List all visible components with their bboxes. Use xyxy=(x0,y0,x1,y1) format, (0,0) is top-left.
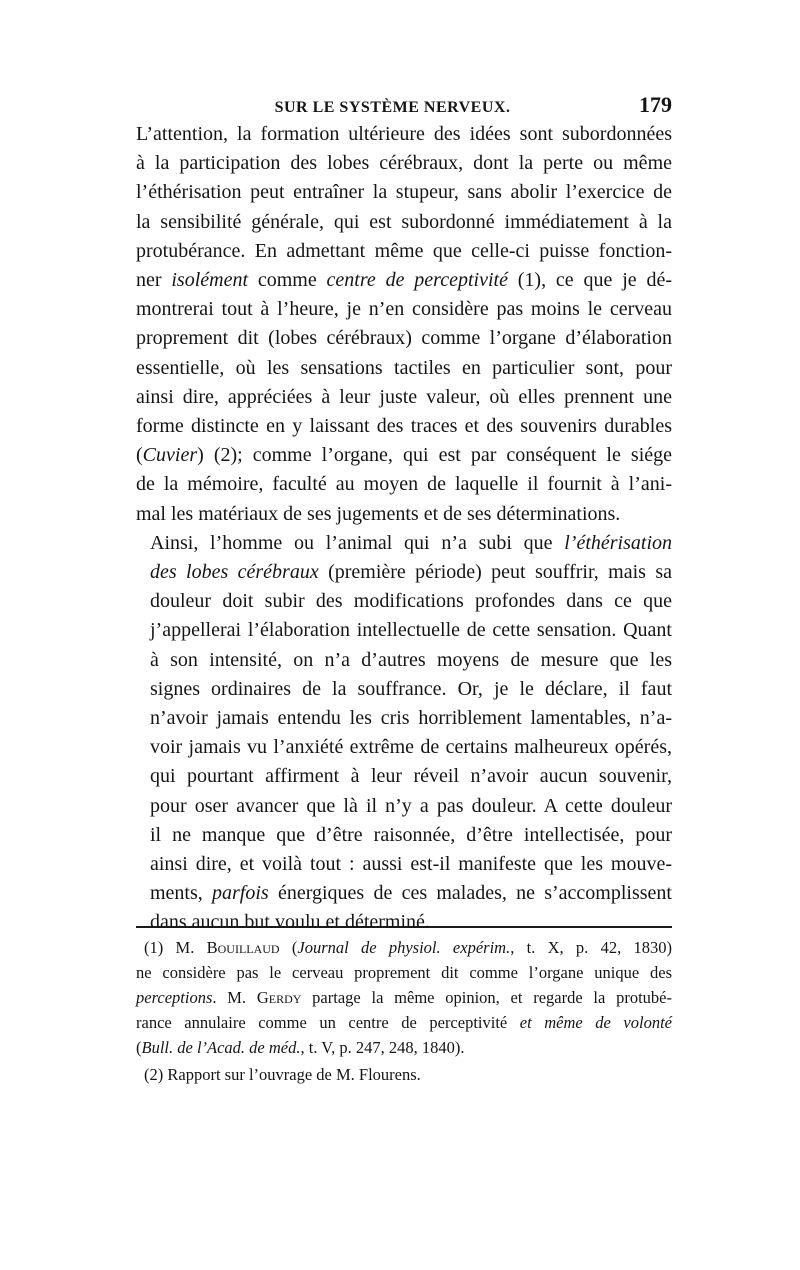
italic-text: isolément xyxy=(171,269,249,292)
author-name: Gerdy xyxy=(256,988,302,1007)
text-run: (première période) peut souffrir, mais sa xyxy=(318,561,672,584)
text-run: ( xyxy=(279,938,298,957)
text-run: ne considère pas le cerveau proprement dit comme l’organe unique des xyxy=(136,963,672,982)
italic-text: centre de perceptivité xyxy=(326,269,508,292)
page-number: 179 xyxy=(639,92,672,117)
text-run: partage la même opinion, et regarde la protubé- xyxy=(301,988,672,1007)
text-run: (2) Rapport sur l’ouvrage de M. Flourens. xyxy=(144,1065,421,1084)
text-run: ) (2); comme l’organe, qui est par conséquent le siége xyxy=(197,444,672,467)
text-run: à la participation des lobes cérébraux, dont la perte ou même xyxy=(136,152,672,175)
text-run: mal les matériaux de ses jugements et de ses déterminations. xyxy=(136,502,621,525)
text-line xyxy=(136,295,672,324)
text-run: j’appellerai l’élaboration intellectuelle de cette sensation. Quant xyxy=(150,619,672,642)
text-line xyxy=(136,149,672,178)
italic-text: parfois xyxy=(212,882,269,905)
author-name: Bouillaud xyxy=(206,938,280,957)
footnote-line xyxy=(136,960,672,985)
text-line xyxy=(136,208,672,237)
text-line xyxy=(136,354,672,383)
text-line xyxy=(136,500,672,529)
text-line xyxy=(136,675,672,704)
footnote-line xyxy=(136,985,672,1010)
footnote xyxy=(136,935,672,1060)
text-line xyxy=(136,792,672,821)
italic-text: perceptions xyxy=(136,988,213,1007)
text-run: ner xyxy=(136,269,172,292)
text-line xyxy=(136,324,672,353)
text-run: , t. X, p. 42, 1830) xyxy=(510,938,672,957)
text-line xyxy=(136,821,672,850)
text-run: qui pourtant affirment à leur réveil n’avoir aucun souvenir, xyxy=(150,765,672,788)
footnote-line xyxy=(136,935,672,960)
text-run: ainsi dire, et voilà tout : aussi est-il manifeste que les mouve- xyxy=(150,853,672,876)
text-line xyxy=(136,441,672,470)
text-run: ments, xyxy=(150,882,213,905)
footnote-line xyxy=(136,1062,672,1087)
page-header xyxy=(136,92,672,118)
text-run: énergiques de ces malades, ne s’accomplissent xyxy=(268,882,672,905)
running-head: SUR LE SYSTÈME NERVEUX. xyxy=(274,99,511,116)
text-line xyxy=(136,850,672,879)
text-line xyxy=(136,587,672,616)
text-run: ( xyxy=(136,1038,142,1057)
italic-text: Bull. de l’Acad. de méd. xyxy=(141,1038,301,1057)
paragraph xyxy=(136,120,672,529)
text-line xyxy=(136,908,672,937)
text-line xyxy=(136,762,672,791)
text-run: n’avoir jamais entendu les cris horriblement lamentables, n’a- xyxy=(150,707,672,730)
text-run: signes ordinaires de la souffrance. Or, je le déclare, il faut xyxy=(150,677,672,700)
text-line xyxy=(136,646,672,675)
text-run: dans aucun but voulu et déterminé. xyxy=(150,911,430,934)
footnotes xyxy=(136,935,672,1089)
text-run: douleur doit subir des modifications profondes dans ce que xyxy=(150,590,672,613)
footnote-line xyxy=(136,1035,672,1060)
text-run: , t. V, p. 247, 248, 1840). xyxy=(300,1038,465,1057)
text-run: comme xyxy=(248,269,327,292)
text-line xyxy=(136,237,672,266)
footnote-separator xyxy=(136,926,672,928)
text-run: Ainsi, l’homme ou l’animal qui n’a subi que xyxy=(150,531,565,554)
text-line xyxy=(136,412,672,441)
text-run: essentielle, où les sensations tactiles en particulier sont, pour xyxy=(136,356,672,379)
text-run: la sensibilité générale, qui est subordonné immédiatement à la xyxy=(136,210,672,233)
text-run: à son intensité, on n’a d’autres moyens de mesure que les xyxy=(150,648,672,671)
italic-text: et même de volonté xyxy=(519,1013,672,1032)
text-line xyxy=(136,879,672,908)
text-run: montrerai tout à l’heure, je n’en considère pas moins le cerveau xyxy=(136,298,672,321)
text-line xyxy=(136,733,672,762)
text-line xyxy=(136,266,672,295)
text-line xyxy=(136,529,672,558)
main-text xyxy=(136,120,672,938)
italic-text: des lobes cérébraux xyxy=(150,561,319,584)
text-run: pour oser avancer que là il n’y a pas douleur. A cette douleur xyxy=(150,794,672,817)
text-line xyxy=(136,470,672,499)
text-run: (1) M. xyxy=(144,938,207,957)
text-run: voir jamais vu l’anxiété extrême de certains malheureux opérés, xyxy=(150,736,672,759)
footnote-line xyxy=(136,1010,672,1035)
italic-text: Cuvier xyxy=(142,444,198,467)
text-run: forme distincte en y laissant des traces et des souvenirs durables xyxy=(136,415,672,438)
text-line xyxy=(136,120,672,149)
text-line xyxy=(136,383,672,412)
italic-text: l’éthérisation xyxy=(564,531,672,554)
text-run: rance annulaire comme un centre de perceptivité xyxy=(136,1013,520,1032)
text-line xyxy=(136,704,672,733)
text-run: ainsi dire, appréciées à leur juste valeur, où elles prennent une xyxy=(136,385,672,408)
footnote xyxy=(136,1062,672,1087)
text-run: il ne manque que d’être raisonnée, d’être intellectisée, pour xyxy=(150,823,672,846)
text-line xyxy=(136,616,672,645)
text-run: . M. xyxy=(212,988,257,1007)
text-run: (1), ce que je dé- xyxy=(507,269,672,292)
text-run: L’attention, la formation ultérieure des idées sont subordonnées xyxy=(136,123,672,145)
text-run: proprement dit (lobes cérébraux) comme l’organe d’élaboration xyxy=(136,327,672,350)
text-run: l’éthérisation peut entraîner la stupeur, sans abolir l’exercice de xyxy=(136,181,672,204)
text-run: ( xyxy=(136,444,143,467)
italic-text: Journal de physiol. expérim. xyxy=(297,938,511,957)
text-run: de la mémoire, faculté au moyen de laquelle il fournit à l’ani- xyxy=(136,473,672,496)
text-run: protubérance. En admettant même que celle-ci puisse fonction- xyxy=(136,239,672,262)
paragraph xyxy=(136,529,672,938)
text-line xyxy=(136,178,672,207)
text-line xyxy=(136,558,672,587)
